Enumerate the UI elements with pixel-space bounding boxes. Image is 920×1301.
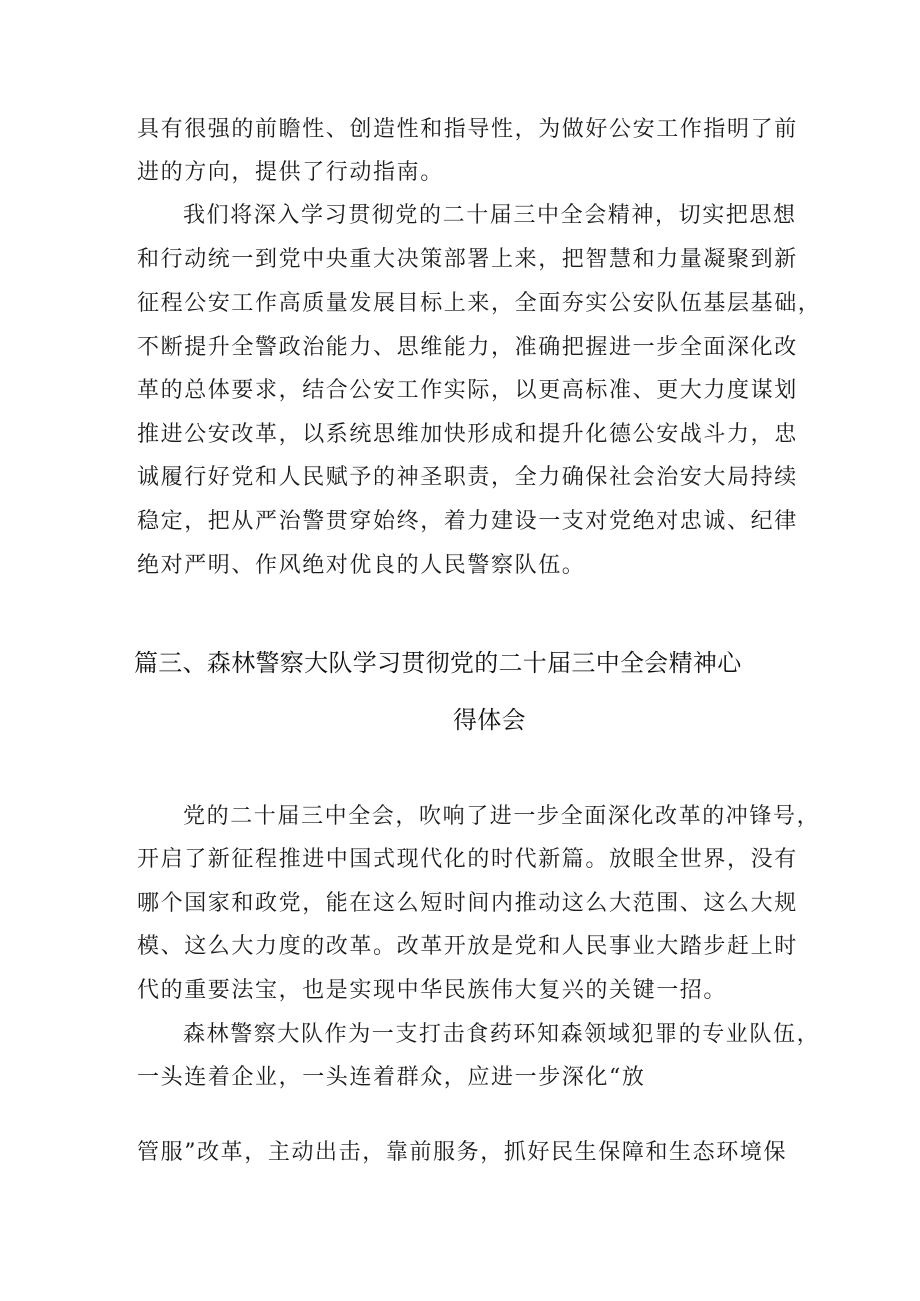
section-heading-line-2: 得体会 <box>453 706 526 734</box>
paragraph-line: 推进公安改革，以系统思维加快形成和提升化德公安战斗力，忠 <box>137 422 798 447</box>
paragraph-line: 绝对严明、作风绝对优良的人民警察队伍。 <box>137 553 586 578</box>
paragraph-line: 管服”改革，主动出击，靠前服务，抓好民生保障和生态环境保 <box>137 1140 788 1165</box>
paragraph-line: 代的重要法宝，也是实现中华民族伟大复兴的关键一招。 <box>137 978 728 1003</box>
paragraph-line: 模、这么大力度的改革。改革开放是党和人民事业大踏步赶上时 <box>137 934 798 959</box>
paragraph-line: 不断提升全警政治能力、思维能力，准确把握进一步全面深化改 <box>137 335 798 360</box>
paragraph-line: 一头连着企业，一头连着群众，应进一步深化“放 <box>137 1065 646 1090</box>
paragraph-line: 稳定，把从严治警贯穿始终，着力建设一支对党绝对忠诚、纪律 <box>137 509 798 534</box>
paragraph-line: 我们将深入学习贯彻党的二十届三中全会精神，切实把思想 <box>183 203 797 228</box>
paragraph-line: 森林警察大队作为一支打击食药环知森领域犯罪的专业队伍， <box>183 1022 821 1047</box>
paragraph-line: 征程公安工作高质量发展目标上来，全面夯实公安队伍基层基础， <box>137 291 822 316</box>
paragraph-line: 革的总体要求，结合公安工作实际，以更高标准、更大力度谋划 <box>137 378 798 403</box>
paragraph-line: 哪个国家和政党，能在这么短时间内推动这么大范围、这么大规 <box>137 891 798 916</box>
paragraph-line: 进的方向，提供了行动指南。 <box>137 160 444 185</box>
paragraph-line: 和行动统一到党中央重大决策部署上来，把智慧和力量凝聚到新 <box>137 247 798 272</box>
paragraph-line: 开启了新征程推进中国式现代化的时代新篇。放眼全世界，没有 <box>137 847 798 872</box>
section-heading-line-1: 篇三、森林警察大队学习贯彻党的二十届三中全会精神心 <box>134 649 742 677</box>
paragraph-line: 具有很强的前瞻性、创造性和指导性，为做好公安工作指明了前 <box>137 117 798 142</box>
paragraph-line: 党的二十届三中全会，吹响了进一步全面深化改革的冲锋号， <box>183 804 821 829</box>
paragraph-line: 诚履行好党和人民赋予的神圣职责，全力确保社会治安大局持续 <box>137 465 798 490</box>
